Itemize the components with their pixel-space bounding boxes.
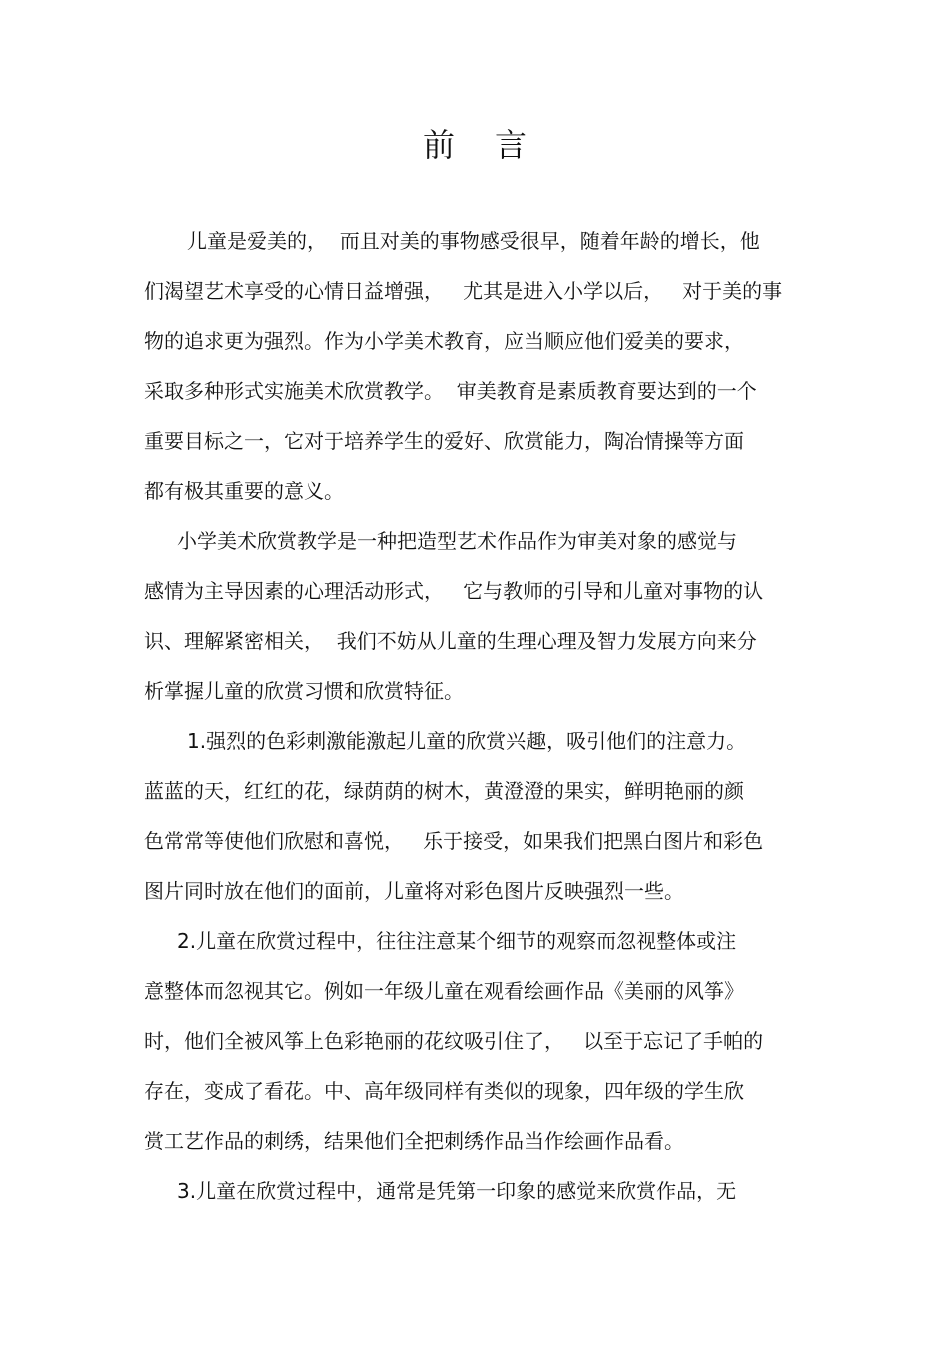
text-line: 都有极其重要的意义。	[144, 479, 344, 503]
text-line: 色常常等使他们欣慰和喜悦， 乐于接受，如果我们把黑白图片和彩色	[144, 829, 764, 853]
text-line: 存在，变成了看花。中、高年级同样有类似的现象，四年级的学生欣	[144, 1079, 744, 1103]
text-line: 3.儿童在欣赏过程中，通常是凭第一印象的感觉来欣赏作品，无	[177, 1179, 737, 1203]
text-line: 识、理解紧密相关， 我们不妨从儿童的生理心理及智力发展方向来分	[144, 629, 757, 653]
text-line: 1.强烈的色彩刺激能激起儿童的欣赏兴趣，吸引他们的注意力。	[187, 729, 747, 753]
text-line: 图片同时放在他们的面前，儿童将对彩色图片反映强烈一些。	[144, 879, 684, 903]
text-line: 小学美术欣赏教学是一种把造型艺术作品作为审美对象的感觉与	[177, 529, 737, 553]
text-line: 赏工艺作品的刺绣，结果他们全把刺绣作品当作绘画作品看。	[144, 1129, 684, 1153]
text-line: 蓝蓝的天，红红的花，绿荫荫的树木，黄澄澄的果实，鲜明艳丽的颜	[144, 779, 744, 803]
text-line: 重要目标之一，它对于培养学生的爱好、欣赏能力，陶冶情操等方面	[144, 429, 744, 453]
text-line: 析掌握儿童的欣赏习惯和欣赏特征。	[144, 679, 464, 703]
text-line: 2.儿童在欣赏过程中，往往注意某个细节的观察而忽视整体或注	[177, 929, 737, 953]
text-line: 采取多种形式实施美术欣赏教学。 审美教育是素质教育要达到的一个	[144, 379, 757, 403]
text-line: 时，他们全被风筝上色彩艳丽的花纹吸引住了， 以至于忘记了手帕的	[144, 1029, 764, 1053]
text-line: 感情为主导因素的心理活动形式， 它与教师的引导和儿童对事物的认	[144, 579, 764, 603]
text-line: 们渴望艺术享受的心情日益增强， 尤其是进入小学以后， 对于美的事	[144, 279, 783, 303]
page-title: 前言	[422, 126, 567, 164]
text-line: 物的追求更为强烈。作为小学美术教育，应当顺应他们爱美的要求，	[144, 329, 744, 353]
text-line: 儿童是爱美的， 而且对美的事物感受很早，随着年龄的增长，他	[187, 229, 760, 253]
text-line: 意整体而忽视其它。例如一年级儿童在观看绘画作品《美丽的风筝》	[144, 979, 744, 1003]
